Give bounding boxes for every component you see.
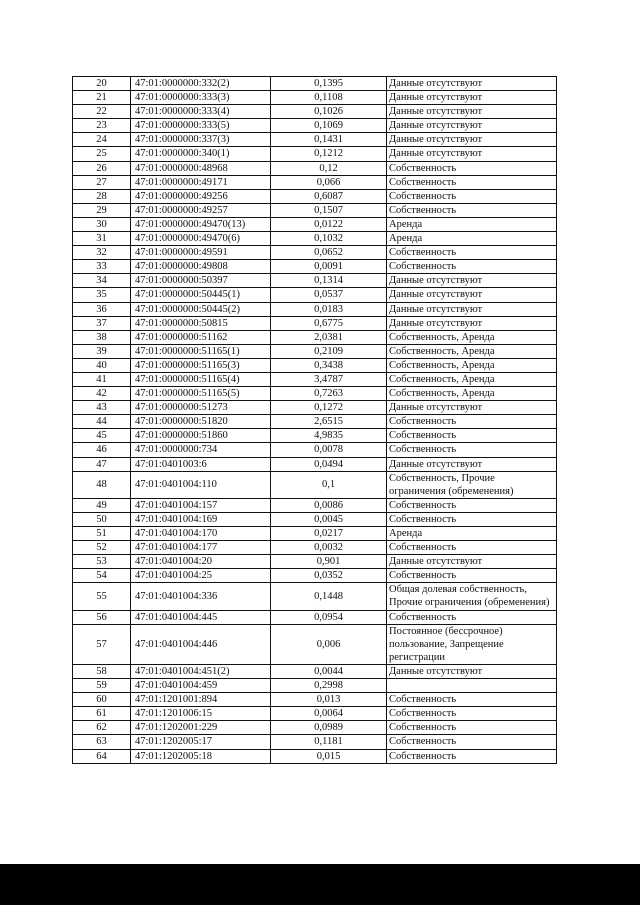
area-cell: 0,1026 — [271, 105, 387, 119]
table-row — [73, 569, 557, 583]
table-row — [73, 443, 557, 457]
table-row — [73, 358, 557, 372]
cadastral-number-cell: 47:01:0000000:50445(2) — [131, 302, 271, 316]
right-type-cell: Данные отсутствуют — [387, 133, 557, 147]
table-row — [73, 415, 557, 429]
area-cell: 4,9835 — [271, 429, 387, 443]
table-row — [73, 133, 557, 147]
right-type-cell: Собственность, Аренда — [387, 330, 557, 344]
table-row — [73, 749, 557, 763]
right-type-cell: Собственность, Аренда — [387, 372, 557, 386]
table-row — [73, 471, 557, 498]
area-cell: 0,1395 — [271, 77, 387, 91]
area-cell: 0,0044 — [271, 664, 387, 678]
area-cell: 0,2109 — [271, 344, 387, 358]
area-cell: 0,1314 — [271, 274, 387, 288]
area-cell: 2,6515 — [271, 415, 387, 429]
row-number-cell: 48 — [73, 471, 131, 498]
cadastral-number-cell: 47:01:0000000:49470(6) — [131, 232, 271, 246]
area-cell: 0,1448 — [271, 583, 387, 610]
row-number-cell: 28 — [73, 189, 131, 203]
table-row — [73, 330, 557, 344]
right-type-cell: Данные отсутствуют — [387, 91, 557, 105]
table-row — [73, 664, 557, 678]
area-cell: 0,006 — [271, 624, 387, 664]
row-number-cell: 51 — [73, 527, 131, 541]
cadastral-number-cell: 47:01:0000000:48968 — [131, 161, 271, 175]
cadastral-number-cell: 47:01:0000000:51165(1) — [131, 344, 271, 358]
area-cell: 0,0086 — [271, 498, 387, 512]
area-cell: 0,7263 — [271, 387, 387, 401]
right-type-cell: Общая долевая собственность, Прочие ограничения (обременения) — [387, 583, 557, 610]
cadastral-number-cell: 47:01:0000000:51165(4) — [131, 372, 271, 386]
area-cell: 0,0652 — [271, 246, 387, 260]
table-row — [73, 189, 557, 203]
area-cell: 0,1032 — [271, 232, 387, 246]
right-type-cell: Собственность — [387, 203, 557, 217]
cadastral-number-cell: 47:01:0000000:51165(3) — [131, 358, 271, 372]
table-row — [73, 147, 557, 161]
row-number-cell: 61 — [73, 707, 131, 721]
cadastral-number-cell: 47:01:0401004:110 — [131, 471, 271, 498]
table-row — [73, 527, 557, 541]
area-cell: 0,1212 — [271, 147, 387, 161]
right-type-cell: Данные отсутствуют — [387, 77, 557, 91]
cadastral-number-cell: 47:01:0000000:50815 — [131, 316, 271, 330]
cadastral-number-cell: 47:01:0000000:333(5) — [131, 119, 271, 133]
area-cell: 0,0122 — [271, 217, 387, 231]
row-number-cell: 32 — [73, 246, 131, 260]
table-row — [73, 344, 557, 358]
row-number-cell: 36 — [73, 302, 131, 316]
table-row — [73, 232, 557, 246]
cadastral-number-cell: 47:01:0000000:49256 — [131, 189, 271, 203]
row-number-cell: 40 — [73, 358, 131, 372]
cadastral-number-cell: 47:01:0000000:51273 — [131, 401, 271, 415]
table-body — [73, 77, 557, 764]
row-number-cell: 49 — [73, 498, 131, 512]
area-cell: 0,0954 — [271, 610, 387, 624]
cadastral-number-cell: 47:01:1202005:17 — [131, 735, 271, 749]
area-cell: 0,1 — [271, 471, 387, 498]
right-type-cell: Данные отсутствуют — [387, 664, 557, 678]
table-row — [73, 555, 557, 569]
area-cell: 0,12 — [271, 161, 387, 175]
right-type-cell: Данные отсутствуют — [387, 274, 557, 288]
row-number-cell: 60 — [73, 693, 131, 707]
table-row — [73, 429, 557, 443]
right-type-cell: Собственность — [387, 260, 557, 274]
right-type-cell: Собственность — [387, 610, 557, 624]
cadastral-number-cell: 47:01:0000000:49257 — [131, 203, 271, 217]
row-number-cell: 63 — [73, 735, 131, 749]
right-type-cell: Собственность — [387, 161, 557, 175]
table-row — [73, 203, 557, 217]
right-type-cell: Собственность, Прочие ограничения (обременения) — [387, 471, 557, 498]
row-number-cell: 27 — [73, 175, 131, 189]
cadastral-number-cell: 47:01:1201006:15 — [131, 707, 271, 721]
row-number-cell: 46 — [73, 443, 131, 457]
table-row — [73, 387, 557, 401]
row-number-cell: 34 — [73, 274, 131, 288]
area-cell: 2,0381 — [271, 330, 387, 344]
right-type-cell: Данные отсутствуют — [387, 147, 557, 161]
area-cell: 0,1431 — [271, 133, 387, 147]
area-cell: 0,0045 — [271, 512, 387, 526]
cadastral-number-cell: 47:01:1201001:894 — [131, 693, 271, 707]
right-type-cell: Собственность — [387, 569, 557, 583]
row-number-cell: 47 — [73, 457, 131, 471]
row-number-cell: 50 — [73, 512, 131, 526]
row-number-cell: 44 — [73, 415, 131, 429]
cadastral-number-cell: 47:01:0401004:459 — [131, 679, 271, 693]
cadastral-number-cell: 47:01:0000000:49171 — [131, 175, 271, 189]
cadastral-number-cell: 47:01:0401004:170 — [131, 527, 271, 541]
area-cell: 0,1108 — [271, 91, 387, 105]
row-number-cell: 39 — [73, 344, 131, 358]
table-row — [73, 721, 557, 735]
right-type-cell: Данные отсутствуют — [387, 302, 557, 316]
table-row — [73, 77, 557, 91]
table-row — [73, 288, 557, 302]
right-type-cell: Данные отсутствуют — [387, 401, 557, 415]
row-number-cell: 31 — [73, 232, 131, 246]
cadastral-number-cell: 47:01:0000000:51165(5) — [131, 387, 271, 401]
cadastral-number-cell: 47:01:0401004:336 — [131, 583, 271, 610]
cadastral-number-cell: 47:01:0000000:332(2) — [131, 77, 271, 91]
right-type-cell: Данные отсутствуют — [387, 555, 557, 569]
table-row — [73, 401, 557, 415]
table-row — [73, 735, 557, 749]
right-type-cell: Собственность — [387, 175, 557, 189]
row-number-cell: 30 — [73, 217, 131, 231]
right-type-cell: Постоянное (бессрочное) пользование, Запрещение регистрации — [387, 624, 557, 664]
area-cell: 0,0064 — [271, 707, 387, 721]
area-cell: 0,0494 — [271, 457, 387, 471]
right-type-cell: Собственность, Аренда — [387, 387, 557, 401]
table-row — [73, 498, 557, 512]
area-cell: 0,066 — [271, 175, 387, 189]
area-cell: 0,015 — [271, 749, 387, 763]
row-number-cell: 57 — [73, 624, 131, 664]
row-number-cell: 59 — [73, 679, 131, 693]
cadastral-number-cell: 47:01:0401004:451(2) — [131, 664, 271, 678]
table-row — [73, 91, 557, 105]
row-number-cell: 35 — [73, 288, 131, 302]
right-type-cell: Собственность — [387, 429, 557, 443]
area-cell: 0,013 — [271, 693, 387, 707]
table-row — [73, 274, 557, 288]
table-row — [73, 512, 557, 526]
area-cell: 3,4787 — [271, 372, 387, 386]
table-row — [73, 457, 557, 471]
right-type-cell: Собственность — [387, 512, 557, 526]
cadastral-number-cell: 47:01:0401004:445 — [131, 610, 271, 624]
cadastral-number-cell: 47:01:0000000:50397 — [131, 274, 271, 288]
cadastral-number-cell: 47:01:0000000:337(3) — [131, 133, 271, 147]
right-type-cell: Данные отсутствуют — [387, 457, 557, 471]
cadastral-number-cell: 47:01:0000000:333(3) — [131, 91, 271, 105]
cadastral-number-cell: 47:01:0000000:51860 — [131, 429, 271, 443]
right-type-cell: Собственность — [387, 721, 557, 735]
cadastral-number-cell: 47:01:0401004:177 — [131, 541, 271, 555]
row-number-cell: 55 — [73, 583, 131, 610]
cadastral-number-cell: 47:01:0000000:734 — [131, 443, 271, 457]
table-row — [73, 302, 557, 316]
right-type-cell: Собственность — [387, 541, 557, 555]
cadastral-number-cell: 47:01:0401004:169 — [131, 512, 271, 526]
cadastral-number-cell: 47:01:1202005:18 — [131, 749, 271, 763]
right-type-cell: Собственность, Аренда — [387, 344, 557, 358]
area-cell: 0,0217 — [271, 527, 387, 541]
row-number-cell: 42 — [73, 387, 131, 401]
area-cell: 0,0091 — [271, 260, 387, 274]
right-type-cell: Собственность — [387, 735, 557, 749]
scan-bottom-border — [0, 864, 640, 905]
row-number-cell: 23 — [73, 119, 131, 133]
cadastral-number-cell: 47:01:0000000:333(4) — [131, 105, 271, 119]
right-type-cell: Данные отсутствуют — [387, 316, 557, 330]
right-type-cell: Данные отсутствуют — [387, 288, 557, 302]
cadastral-number-cell: 47:01:0401004:20 — [131, 555, 271, 569]
area-cell: 0,1181 — [271, 735, 387, 749]
right-type-cell: Аренда — [387, 527, 557, 541]
row-number-cell: 29 — [73, 203, 131, 217]
area-cell: 0,6087 — [271, 189, 387, 203]
row-number-cell: 21 — [73, 91, 131, 105]
area-cell: 0,0989 — [271, 721, 387, 735]
row-number-cell: 33 — [73, 260, 131, 274]
table-row — [73, 105, 557, 119]
cadastral-number-cell: 47:01:0401003:6 — [131, 457, 271, 471]
cadastral-number-cell: 47:01:1202001:229 — [131, 721, 271, 735]
table-row — [73, 541, 557, 555]
right-type-cell: Данные отсутствуют — [387, 119, 557, 133]
cadastral-number-cell: 47:01:0000000:49470(13) — [131, 217, 271, 231]
row-number-cell: 58 — [73, 664, 131, 678]
area-cell: 0,3438 — [271, 358, 387, 372]
table-row — [73, 175, 557, 189]
land-plots-table — [72, 76, 557, 764]
row-number-cell: 64 — [73, 749, 131, 763]
area-cell: 0,1272 — [271, 401, 387, 415]
table-row — [73, 161, 557, 175]
table-row — [73, 707, 557, 721]
cadastral-number-cell: 47:01:0401004:157 — [131, 498, 271, 512]
row-number-cell: 20 — [73, 77, 131, 91]
right-type-cell: Собственность — [387, 749, 557, 763]
cadastral-number-cell: 47:01:0401004:25 — [131, 569, 271, 583]
table-row — [73, 246, 557, 260]
area-cell: 0,0352 — [271, 569, 387, 583]
cadastral-number-cell: 47:01:0401004:446 — [131, 624, 271, 664]
right-type-cell: Аренда — [387, 232, 557, 246]
right-type-cell: Аренда — [387, 217, 557, 231]
cadastral-number-cell: 47:01:0000000:49808 — [131, 260, 271, 274]
right-type-cell: Собственность — [387, 415, 557, 429]
table-row — [73, 624, 557, 664]
cadastral-number-cell: 47:01:0000000:50445(1) — [131, 288, 271, 302]
area-cell: 0,0032 — [271, 541, 387, 555]
row-number-cell: 45 — [73, 429, 131, 443]
area-cell: 0,1069 — [271, 119, 387, 133]
area-cell: 0,6775 — [271, 316, 387, 330]
right-type-cell: Собственность — [387, 693, 557, 707]
row-number-cell: 22 — [73, 105, 131, 119]
row-number-cell: 54 — [73, 569, 131, 583]
right-type-cell — [387, 679, 557, 693]
table-row — [73, 260, 557, 274]
area-cell: 0,0078 — [271, 443, 387, 457]
row-number-cell: 62 — [73, 721, 131, 735]
cadastral-number-cell: 47:01:0000000:51162 — [131, 330, 271, 344]
right-type-cell: Собственность, Аренда — [387, 358, 557, 372]
row-number-cell: 43 — [73, 401, 131, 415]
cadastral-number-cell: 47:01:0000000:49591 — [131, 246, 271, 260]
table-row — [73, 316, 557, 330]
area-cell: 0,1507 — [271, 203, 387, 217]
row-number-cell: 56 — [73, 610, 131, 624]
row-number-cell: 41 — [73, 372, 131, 386]
row-number-cell: 37 — [73, 316, 131, 330]
table-row — [73, 217, 557, 231]
table-row — [73, 610, 557, 624]
table-row — [73, 583, 557, 610]
table-row — [73, 693, 557, 707]
cadastral-number-cell: 47:01:0000000:51820 — [131, 415, 271, 429]
right-type-cell: Собственность — [387, 443, 557, 457]
row-number-cell: 38 — [73, 330, 131, 344]
area-cell: 0,901 — [271, 555, 387, 569]
row-number-cell: 25 — [73, 147, 131, 161]
right-type-cell: Собственность — [387, 498, 557, 512]
area-cell: 0,0537 — [271, 288, 387, 302]
table-row — [73, 119, 557, 133]
row-number-cell: 52 — [73, 541, 131, 555]
area-cell: 0,2998 — [271, 679, 387, 693]
right-type-cell: Собственность — [387, 189, 557, 203]
right-type-cell: Собственность — [387, 246, 557, 260]
table-row — [73, 372, 557, 386]
row-number-cell: 26 — [73, 161, 131, 175]
right-type-cell: Данные отсутствуют — [387, 105, 557, 119]
row-number-cell: 53 — [73, 555, 131, 569]
cadastral-number-cell: 47:01:0000000:340(1) — [131, 147, 271, 161]
area-cell: 0,0183 — [271, 302, 387, 316]
row-number-cell: 24 — [73, 133, 131, 147]
right-type-cell: Собственность — [387, 707, 557, 721]
table-row — [73, 679, 557, 693]
